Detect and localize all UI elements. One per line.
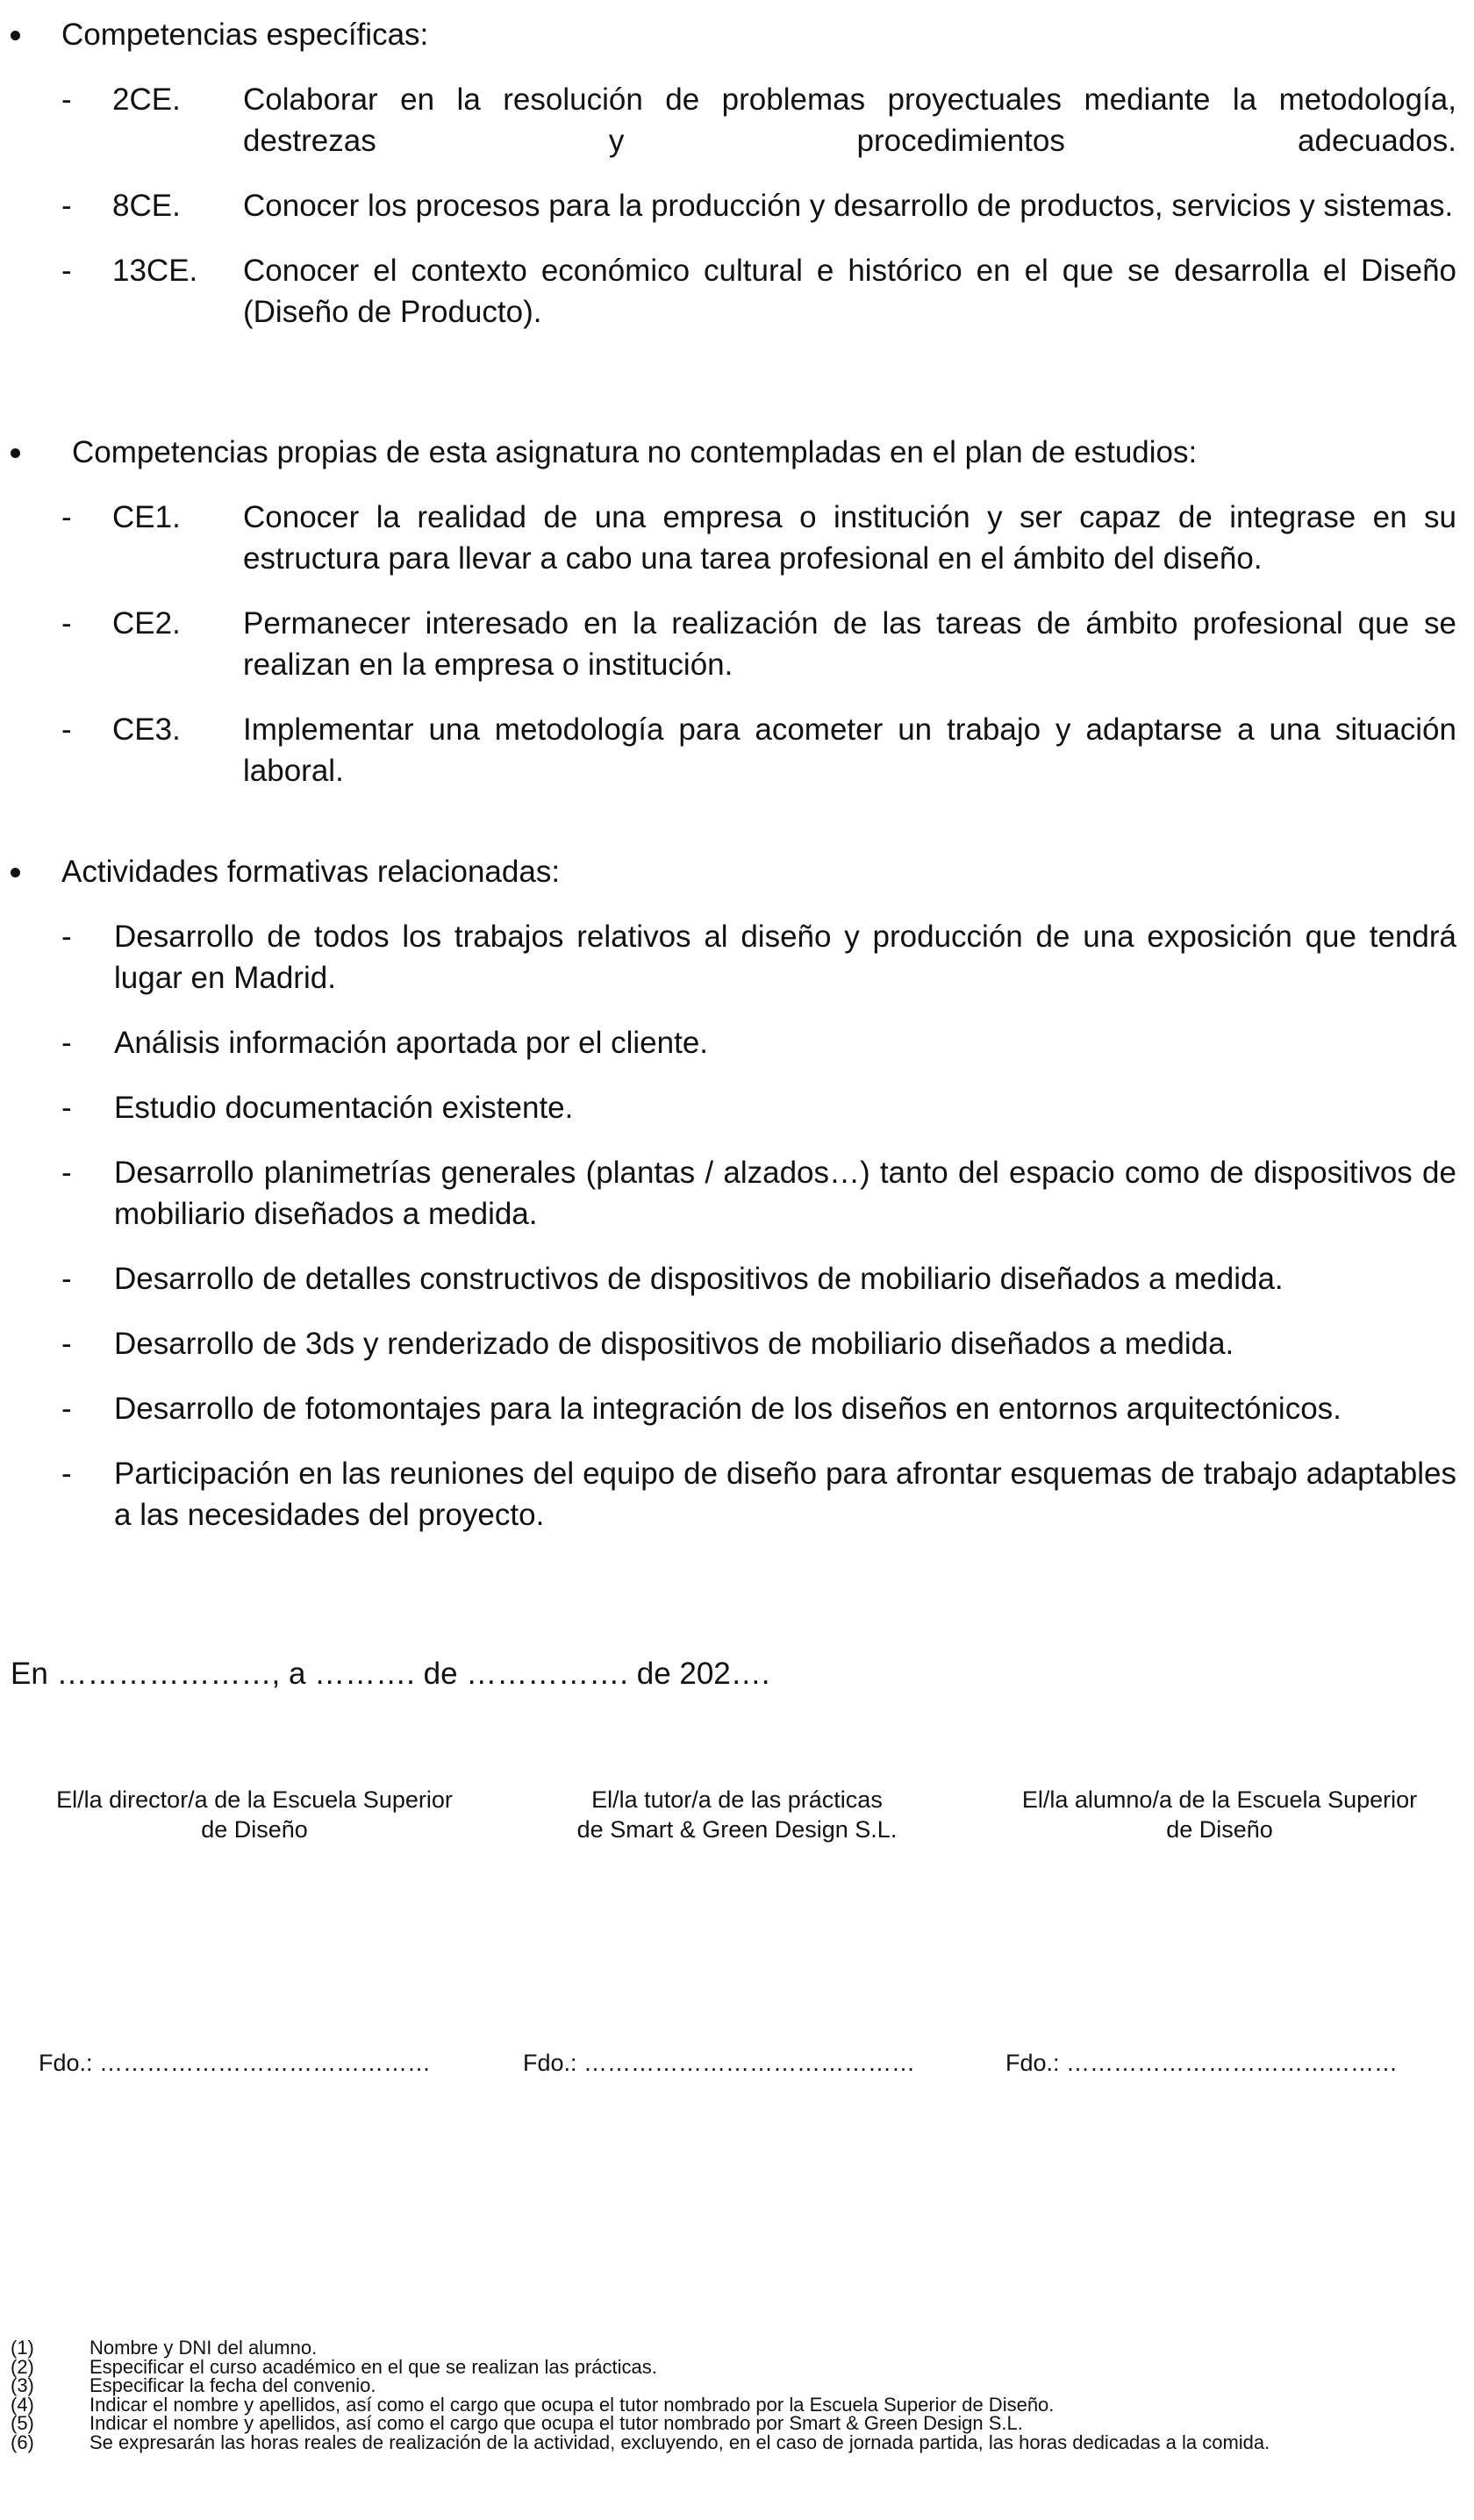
bullet-icon — [11, 448, 20, 458]
list-item — [0, 916, 1474, 999]
list-item — [0, 1453, 1474, 1536]
signature-header-tutor — [500, 1785, 974, 1844]
bullet-icon — [11, 31, 20, 40]
footnote-text: Se expresarán las horas reales de realización de la actividad, excluyendo, en el caso de jornada partida, las horas dedicadas a la comida. — [89, 2431, 1270, 2453]
signature-role: El/la alumno/a de la Escuela Superior — [1021, 1786, 1418, 1813]
footnote-text: Indicar el nombre y apellidos, así como el cargo que ocupa el tutor nombrado por Smart & Green Design S.L. — [89, 2412, 1023, 2434]
dash-marker: - — [61, 1026, 72, 1060]
footnote — [11, 2376, 1458, 2395]
dash-marker: - — [61, 1392, 72, 1426]
section-actividades-formativas — [0, 851, 1474, 1536]
competency-code: 13CE. — [112, 254, 198, 288]
signature-line-director: Fdo.: …………………………………… — [39, 2050, 432, 2076]
bullet-heading — [0, 432, 1474, 473]
competency-code: 8CE. — [112, 189, 181, 223]
signature-role: El/la director/a de la Escuela Superior — [56, 1786, 453, 1813]
list-item — [0, 1323, 1474, 1364]
list-item — [0, 79, 1474, 161]
footnotes — [11, 2338, 1458, 2452]
dash-marker: - — [61, 254, 72, 288]
dash-marker: - — [61, 1262, 72, 1296]
section-competencias-propias — [0, 432, 1474, 791]
dash-marker: - — [61, 1091, 72, 1125]
dash-marker: - — [61, 82, 72, 117]
signature-line-tutor: Fdo.: …………………………………… — [523, 2050, 916, 2076]
dash-marker: - — [61, 1327, 72, 1361]
footnote — [11, 2433, 1458, 2452]
footnote-number: (6) — [11, 2431, 34, 2453]
signature-role: El/la tutor/a de las prácticas — [591, 1786, 883, 1813]
dash-marker: - — [61, 500, 72, 534]
signature-institution: de Diseño — [201, 1816, 308, 1843]
footnote — [11, 2355, 1458, 2378]
list-item — [0, 1258, 1474, 1299]
footnote — [11, 2338, 1458, 2358]
competency-text: Conocer los procesos para la producción y desarrollo de productos, servicios y sistemas. — [243, 189, 1454, 223]
footnote-number: (4) — [11, 2393, 34, 2416]
competency-text: Implementar una metodología para acometer un trabajo y adaptarse a una situación laboral. — [243, 712, 1456, 788]
competency-text: Colaborar en la resolución de problemas proyectuales mediante la metodología, destrezas y procedimientos adecuados. — [243, 82, 1456, 158]
section-competencias-especificas — [0, 14, 1474, 333]
date-line: En …………………, a ………. de ……………. de 202…. — [11, 1657, 770, 1691]
section-title: Competencias propias de esta asignatura no contempladas en el plan de estudios: — [72, 435, 1198, 469]
section-title: Actividades formativas relacionadas: — [61, 855, 561, 889]
dash-marker: - — [61, 1156, 72, 1190]
activity-text: Estudio documentación existente. — [114, 1091, 574, 1125]
list-item — [0, 250, 1474, 333]
signature-line-student: Fdo.: …………………………………… — [1005, 2050, 1399, 2076]
signature-header-student — [983, 1785, 1456, 1844]
signature-institution: de Smart & Green Design S.L. — [576, 1816, 898, 1843]
list-item — [0, 497, 1474, 579]
activity-text: Desarrollo de detalles constructivos de dispositivos de mobiliario diseñados a medida. — [114, 1262, 1284, 1296]
list-item — [0, 1087, 1474, 1128]
footnote — [11, 2395, 1458, 2415]
activity-text: Desarrollo de 3ds y renderizado de dispositivos de mobiliario diseñados a medida. — [114, 1327, 1234, 1361]
footnote-text: Especificar el curso académico en el que se realizan las prácticas. — [89, 2355, 657, 2378]
list-item — [0, 603, 1474, 685]
footnote-text: Nombre y DNI del alumno. — [89, 2337, 318, 2359]
list-item — [0, 709, 1474, 791]
competency-text: Conocer la realidad de una empresa o institución y ser capaz de integrase en su estructura para llevar a cabo una tarea profesional en el ámbito del diseño. — [243, 500, 1456, 576]
competency-code: CE2. — [112, 606, 181, 641]
competency-code: CE3. — [112, 712, 181, 747]
signature-header-director — [18, 1785, 491, 1844]
dash-marker: - — [61, 189, 72, 223]
footnote-text: Indicar el nombre y apellidos, así como el cargo que ocupa el tutor nombrado por la Escuela Superior de Diseño. — [89, 2393, 1055, 2416]
footnote-text: Especificar la fecha del convenio. — [89, 2374, 376, 2396]
footnote-number: (1) — [11, 2337, 34, 2359]
footnote-number: (2) — [11, 2355, 34, 2378]
dash-marker: - — [61, 606, 72, 641]
dash-marker: - — [61, 920, 72, 954]
bullet-heading — [0, 14, 1474, 55]
signature-institution: de Diseño — [1166, 1816, 1273, 1843]
competency-code: CE1. — [112, 500, 181, 534]
activity-text: Desarrollo planimetrías generales (plantas / alzados…) tanto del espacio como de dispositivos de mobiliario diseñados a medida. — [114, 1156, 1456, 1231]
competency-text: Conocer el contexto económico cultural e histórico en el que se desarrolla el Diseño (Diseño de Producto). — [243, 254, 1456, 329]
section-title: Competencias específicas: — [61, 18, 429, 52]
bullet-heading — [0, 851, 1474, 892]
list-item — [0, 185, 1474, 226]
activity-text: Participación en las reuniones del equipo de diseño para afrontar esquemas de trabajo adaptables a las necesidades del proyecto. — [114, 1457, 1456, 1532]
activity-text: Desarrollo de todos los trabajos relativos al diseño y producción de una exposición que tendrá lugar en Madrid. — [114, 920, 1456, 995]
competency-text: Permanecer interesado en la realización de las tareas de ámbito profesional que se realizan en la empresa o institución. — [243, 606, 1456, 682]
footnote — [11, 2414, 1458, 2433]
activity-text: Desarrollo de fotomontajes para la integración de los diseños en entornos arquitectónicos. — [114, 1392, 1342, 1426]
competency-code: 2CE. — [112, 82, 181, 117]
bullet-icon — [11, 868, 20, 877]
dash-marker: - — [61, 1457, 72, 1491]
list-item — [0, 1022, 1474, 1063]
list-item — [0, 1152, 1474, 1235]
footnote-number: (3) — [11, 2374, 34, 2396]
dash-marker: - — [61, 712, 72, 747]
footnote-number: (5) — [11, 2412, 34, 2434]
list-item — [0, 1388, 1474, 1429]
activity-text: Análisis información aportada por el cliente. — [114, 1026, 709, 1060]
